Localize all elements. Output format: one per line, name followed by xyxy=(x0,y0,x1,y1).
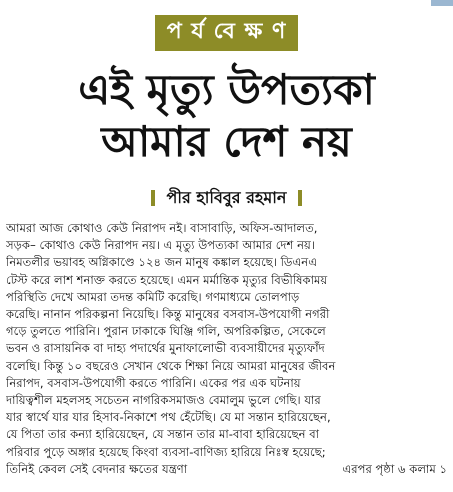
body-line: করেছি। নানান পরিকল্পনা নিয়েছি। কিন্তু মানুষের বসবাস-উপযোগী নগরী xyxy=(6,307,330,322)
byline xyxy=(145,186,308,210)
headline-line-2: আমার দেশ নয় xyxy=(101,117,352,166)
body-line: নিমতলীর ভয়াবহ অগ্নিকাণ্ডে ১২৪ জন মানুষ কঙ্কাল হয়েছে। ডিএনএ xyxy=(6,255,318,270)
author-name: পীর হাবিবুর রহমান xyxy=(166,188,287,207)
body-line: গড়ে তুলতে পারিনি। পুরান ঢাকাকে ঘিঞ্জি গলি, অপরিকল্পিত, সেকেলে xyxy=(6,324,326,339)
body-line: দায়িত্বশীল মহলসহ সচেতন নাগরিকসমাজও বেমালুম ভুলে গেছি। যার xyxy=(6,393,321,408)
body-line: সড়ক– কোথাও কেউ নিরাপদ নয়। এ মৃত্যু উপত্যকা আমার দেশ নয়। xyxy=(6,238,315,253)
byline-row xyxy=(6,186,447,212)
page-edge-mark xyxy=(431,0,453,6)
headline xyxy=(6,64,447,168)
byline-bar-left xyxy=(151,190,155,206)
body-line: বলেছি। কিন্তু ১০ বছরেও সেখান থেকে শিক্ষা নিয়ে আমরা মানুষের জীবন xyxy=(6,358,336,373)
byline-bar-right xyxy=(298,190,302,206)
section-label: প র্য বে ক্ষ ণ xyxy=(155,15,299,51)
body-line: আমরা আজ কোথাও কেউ নিরাপদ নই। বাসাবাড়ি, অফিস-আদালত, xyxy=(6,221,318,235)
body-line-final: তিনিই কেবল সেই বেদনার ক্ষতের যন্ত্রণা xyxy=(6,461,188,476)
section-banner-row xyxy=(6,0,447,58)
body-line: যার স্বার্থে যার যার হিসাব-নিকাশে পথ হেঁটেছি। যে মা সন্তান হারিয়েছেন, xyxy=(6,410,331,425)
body-line: নিরাপদ, বসবাস-উপযোগী করতে পারিনি। একের পর এক ঘটনায় xyxy=(6,375,301,390)
body-line: ভবন ও রাসায়নিক বা দাহ্য পদার্থের মুনাফালোভী ব্যবসায়ীদের মৃত্যুফাঁদ xyxy=(6,341,325,356)
body-line: পরিস্থিতি দেখে আমরা তদন্ত কমিটি করেছি। গণমাধ্যমে তোলপাড় xyxy=(6,289,300,304)
body-last-line xyxy=(6,461,447,478)
body-line: টেস্ট করে লাশ শনাক্ত করতে হয়েছে। এমন মর্মান্তিক মৃত্যুর বিভীষিকাময় xyxy=(6,272,328,287)
body-line: যে পিতা তার কন্যা হারিয়েছেন, যে সন্তান তার মা-বাবা হারিয়েছেন বা xyxy=(6,427,320,442)
body-line: পরিবার পুড়ে অঙ্গার হয়েছে কিংবা ব্যবসা-বাণিজ্য হারিয়ে নিঃস্ব হয়েছে; xyxy=(6,444,326,459)
headline-line-1: এই মৃত্যু উপত্যকা xyxy=(78,65,375,114)
continuation-note: এরপর পৃষ্ঠা ৬ কলাম ১ xyxy=(342,461,447,476)
article-body xyxy=(6,220,447,478)
